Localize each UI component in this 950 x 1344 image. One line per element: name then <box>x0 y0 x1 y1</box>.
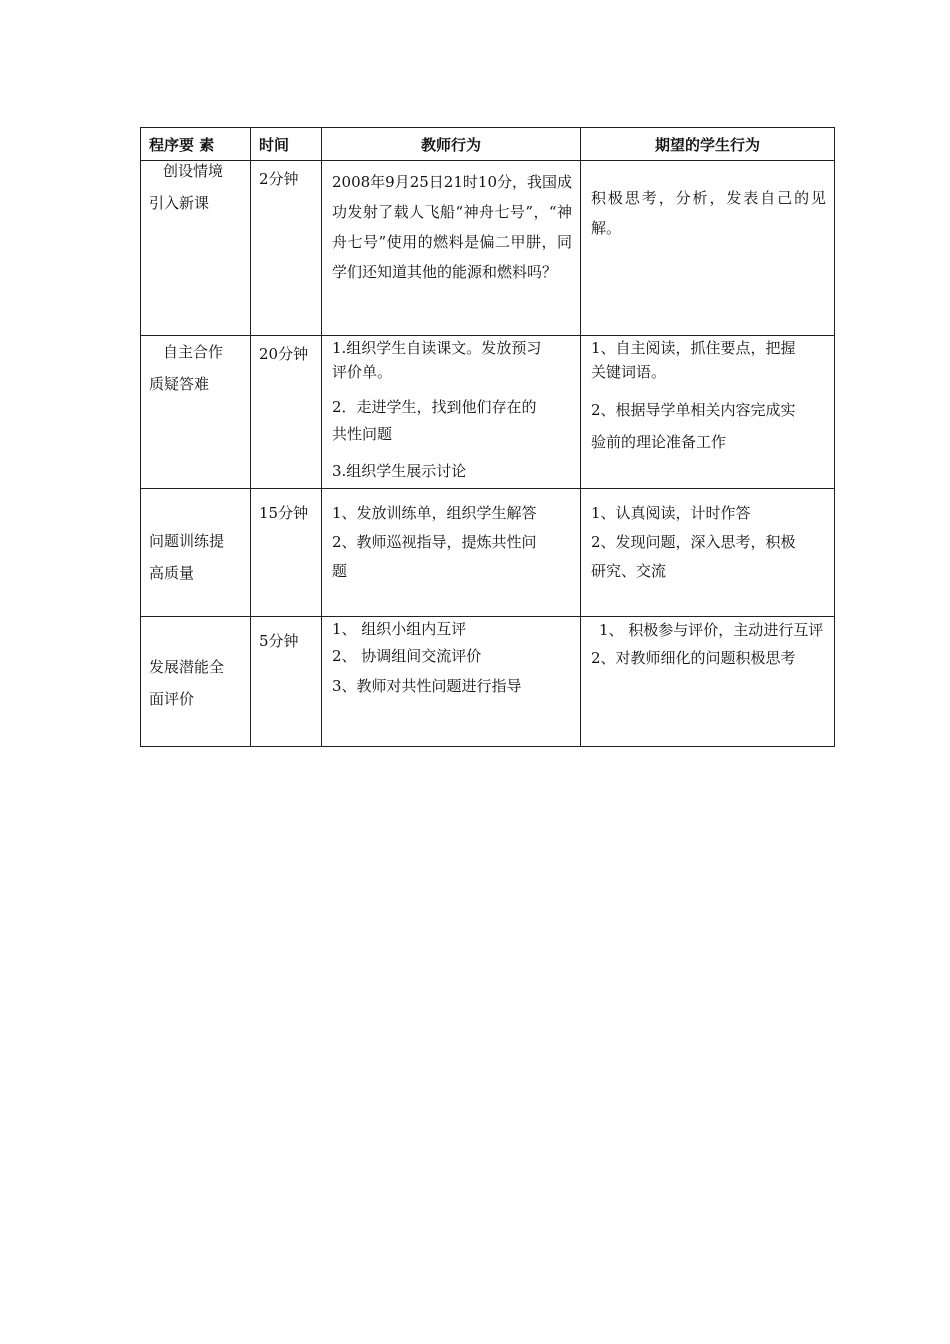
lesson-plan-table <box>140 127 835 747</box>
stage-cell <box>141 489 251 617</box>
student-cell <box>581 336 835 489</box>
stage-line: 创设情境 <box>163 162 224 180</box>
teacher-line: 2、教师巡视指导，提炼共性问 <box>332 533 537 551</box>
stage-line: 高质量 <box>149 564 195 582</box>
student-line: 1、自主阅读，抓住要点，把握 <box>591 339 796 357</box>
stage-cell <box>141 617 251 747</box>
teacher-cell <box>322 161 581 336</box>
time-cell <box>251 161 322 336</box>
teacher-cell <box>322 336 581 489</box>
student-line: 1、 积极参与评价，主动进行互评 <box>599 621 824 639</box>
stage-line: 问题训练提 <box>149 532 225 550</box>
student-text: 积极思考，分析，发表自己的见解。 <box>591 189 826 237</box>
time-value: 20分钟 <box>259 345 309 363</box>
teacher-text: 2008年9月25日21时10分，我国成功发射了载人飞船“神舟七号”，“神舟七号”使用的燃料是偏二甲肼，同学们还知道其他的能源和燃料吗？ <box>332 173 572 281</box>
stage-line: 质疑答难 <box>149 375 210 393</box>
header-teacher-actions: 教师行为 <box>322 128 581 161</box>
student-line: 验前的理论准备工作 <box>591 433 727 451</box>
teacher-line: 1、发放训练单，组织学生解答 <box>332 504 537 522</box>
teacher-line: 评价单。 <box>332 363 393 381</box>
stage-cell <box>141 336 251 489</box>
stage-line: 自主合作 <box>163 343 224 361</box>
teacher-line: 1、 组织小组内互评 <box>332 620 467 638</box>
table-row <box>141 617 835 747</box>
teacher-line: 3、教师对共性问题进行指导 <box>332 677 522 695</box>
teacher-line: 共性问题 <box>332 425 393 443</box>
stage-line: 面评价 <box>149 690 195 708</box>
student-cell <box>581 161 835 336</box>
student-line: 2、根据导学单相关内容完成实 <box>591 401 796 419</box>
header-stage: 程序要 素 <box>141 128 251 161</box>
time-value: 15分钟 <box>259 504 309 522</box>
table-row <box>141 489 835 617</box>
teacher-cell <box>322 489 581 617</box>
teacher-line: 2、 协调组间交流评价 <box>332 647 482 665</box>
time-value: 2分钟 <box>259 170 299 188</box>
header-time: 时间 <box>251 128 322 161</box>
teacher-line: 题 <box>332 562 348 580</box>
student-cell <box>581 489 835 617</box>
teacher-line: 2．走进学生，找到他们存在的 <box>332 398 537 416</box>
teacher-line: 1.组织学生自读课文。发放预习 <box>332 339 542 357</box>
time-cell <box>251 489 322 617</box>
time-cell <box>251 336 322 489</box>
student-line: 研究、交流 <box>591 562 667 580</box>
student-line: 关键词语。 <box>591 363 667 381</box>
student-line: 2、对教师细化的问题积极思考 <box>591 649 796 667</box>
table-row <box>141 161 835 336</box>
teacher-line: 3.组织学生展示讨论 <box>332 462 467 480</box>
header-student-actions: 期望的学生行为 <box>581 128 835 161</box>
student-line: 2、发现问题，深入思考，积极 <box>591 533 796 551</box>
time-value: 5分钟 <box>259 632 299 650</box>
teacher-cell <box>322 617 581 747</box>
student-cell <box>581 617 835 747</box>
stage-line: 发展潜能全 <box>149 658 225 676</box>
table-row <box>141 336 835 489</box>
stage-line: 引入新课 <box>149 194 210 212</box>
time-cell <box>251 617 322 747</box>
stage-cell <box>141 161 251 336</box>
student-line: 1、认真阅读，计时作答 <box>591 504 751 522</box>
